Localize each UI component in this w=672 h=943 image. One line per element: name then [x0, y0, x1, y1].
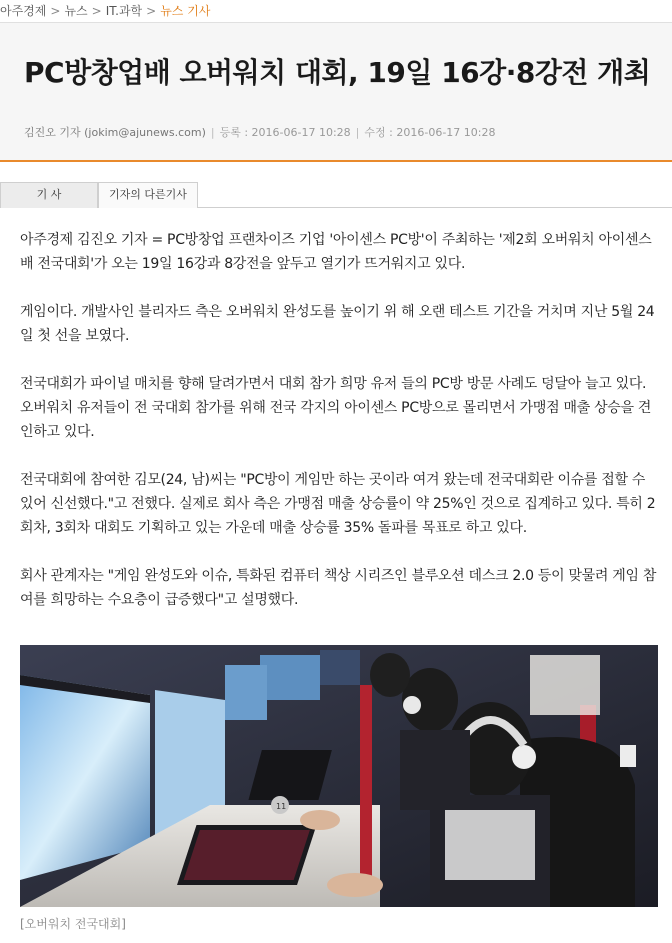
tab-reporter-other-articles[interactable]: 기자의 다른기사 [98, 182, 198, 208]
article-paragraph: 아주경제 김진오 기자 = PC방창업 프랜차이즈 기업 '아이센스 PC방'이 주최하는 '제2회 오버워치 아이센스배 전국대회'가 오는 19일 16강과 8강전을 앞두고 열기가 뜨거워지고 있다. [20, 232, 652, 272]
registered-label: 등록 : [219, 126, 249, 139]
byline-divider: | [210, 126, 215, 139]
modified-date: 2016-06-17 10:28 [396, 126, 496, 139]
tab-article[interactable]: 기 사 [0, 182, 98, 208]
breadcrumb-it-science-link[interactable]: IT.과학 [105, 4, 143, 18]
article-photo [20, 645, 658, 907]
breadcrumb-current: 뉴스 기사 [160, 4, 211, 18]
article-paragraph: 게임이다. 개발사인 블리자드 측은 오버워치 완성도를 높이기 위 해 오랜 테스트 기간을 거치며 지난 5월 24일 첫 선을 보였다. [20, 304, 655, 344]
article-byline [24, 124, 495, 140]
breadcrumb-separator: > [146, 4, 157, 18]
breadcrumb-separator: > [91, 4, 102, 18]
author-info[interactable]: 김진오 기자 (jokim@ajunews.com) [24, 126, 206, 139]
breadcrumb-separator: > [50, 4, 61, 18]
article-paragraph: 전국대회가 파이널 매치를 향해 달려가면서 대회 참가 희망 유저 들의 PC방 방문 사례도 덩달아 늘고 있다. 오버워치 유저들이 전 국대회 참가를 위해 전국 각지의 아이센스 PC방으로 몰리면서 가맹점 매출 상승을 견인하고 있다. [20, 376, 652, 440]
breadcrumb-home-link[interactable]: 아주경제 [0, 4, 47, 18]
article-body [20, 228, 660, 612]
article-header [0, 22, 672, 162]
byline-divider: | [355, 126, 360, 139]
article-paragraph: 회사 관계자는 "게임 완성도와 이슈, 특화된 컴퓨터 책상 시리즈인 블루오션 데스크 2.0 등이 맞물려 게임 참여를 희망하는 수요층이 급증했다"고 설명했다. [20, 568, 657, 608]
breadcrumb [0, 0, 672, 22]
breadcrumb-news-link[interactable]: 뉴스 [64, 4, 88, 18]
article-tabs [0, 182, 672, 208]
article-title: PC방창업배 오버워치 대회, 19일 16강·8강전 개최 [24, 56, 651, 89]
photo-caption: [오버워치 전국대회] [20, 917, 126, 931]
pc-bang-gamers-photo [20, 645, 658, 907]
svg-text:11: 11 [276, 802, 287, 811]
registered-date: 2016-06-17 10:28 [251, 126, 351, 139]
article-paragraph: 전국대회에 참여한 김모(24, 남)씨는 "PC방이 게임만 하는 곳이라 여겨 왔는데 전국대회란 이슈를 접할 수 있어 신선했다."고 전했다. 실제로 회사 측은 가맹점 매출 상승률이 약 25%인 것으로 집계하고 있다. 특히 2회차, 3회차 대회도 기획하고 있는 가운데 매출 상승률 35% 돌파를 목표로 하고 있다. [20, 472, 656, 536]
modified-label: 수정 : [364, 126, 393, 139]
